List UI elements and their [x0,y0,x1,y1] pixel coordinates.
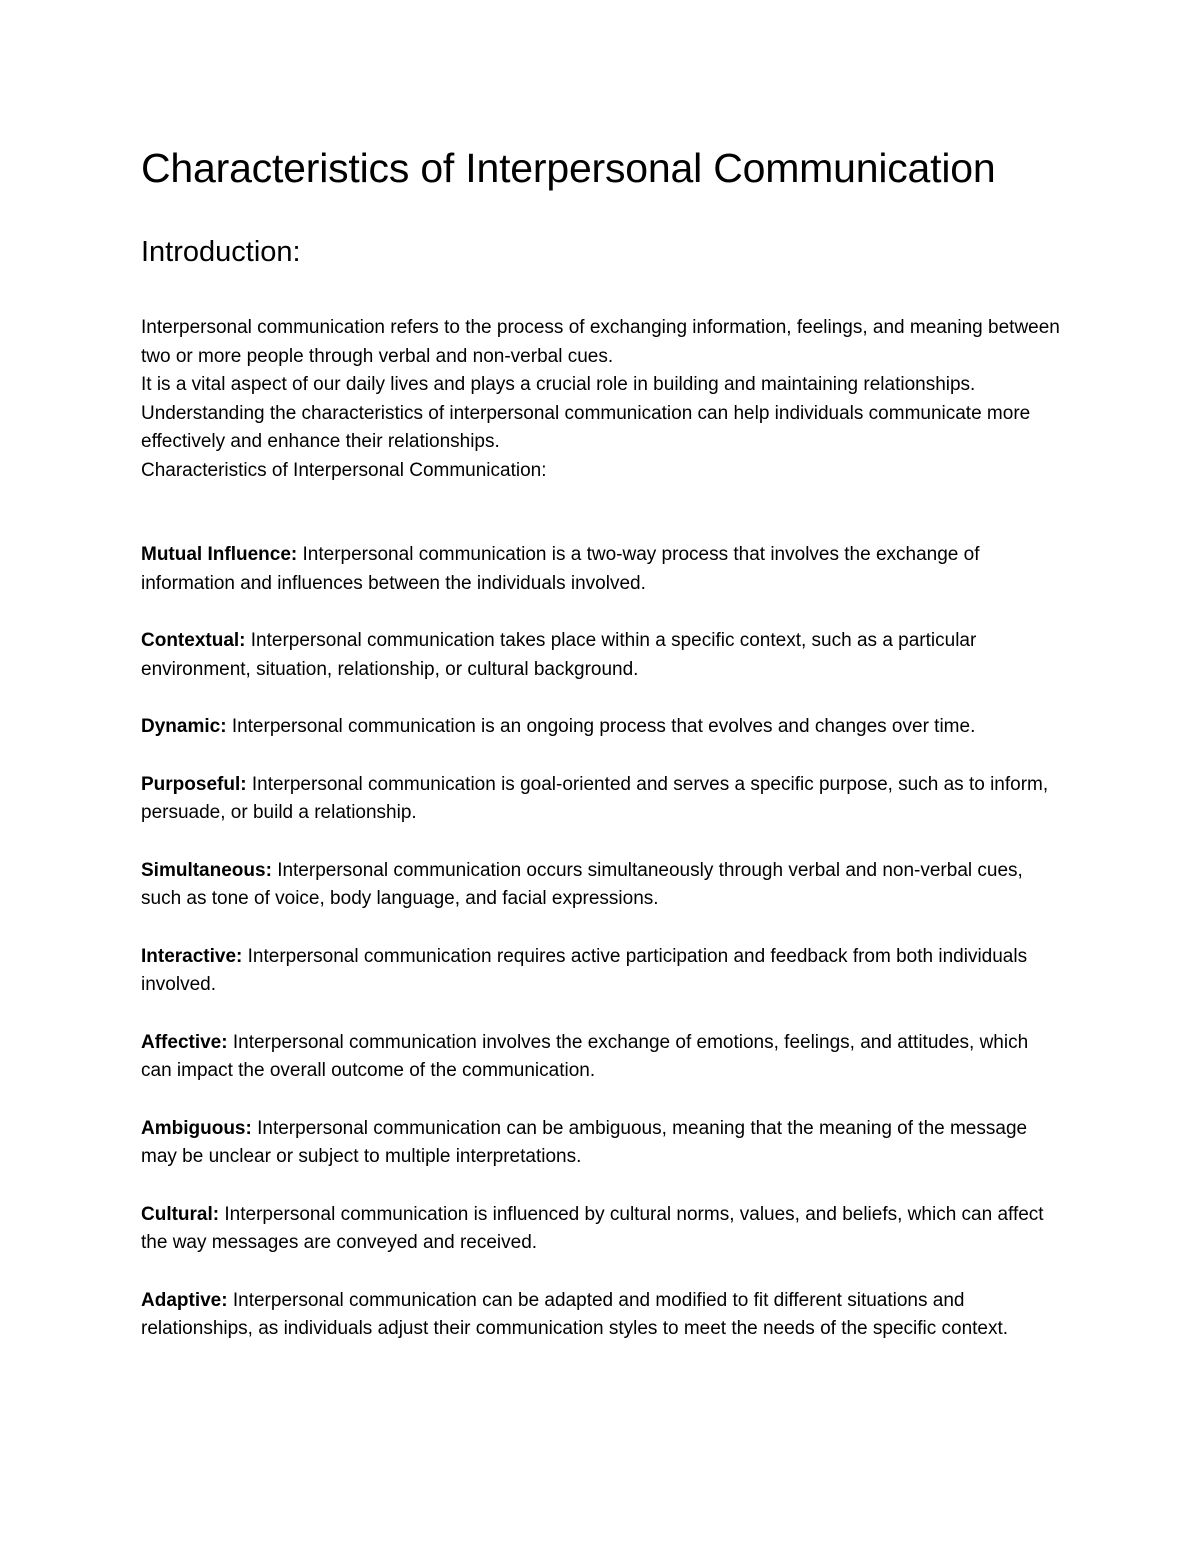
characteristic-description: Interpersonal communication takes place within a specific context, such as a particular environment, situation, relationship, or cultural background. [141,630,977,680]
intro-paragraph: Interpersonal communication refers to the process of exchanging information, feelings, and meaning between two or more people through verbal and non-verbal cues. [141,317,1060,367]
characteristic-affective [141,1029,1061,1086]
characteristic-term: Affective: [141,1031,228,1053]
characteristic-description: Interpersonal communication is an ongoing process that evolves and changes over time. [231,716,976,737]
intro-paragraph: Characteristics of Interpersonal Communication: [141,459,547,481]
characteristic-description: Interpersonal communication can be adapted and modified to fit different situations and relationships, as individuals adjust their communication styles to meet the needs of the specific context. [141,1289,1009,1339]
characteristic-description: Interpersonal communication is influenced by cultural norms, values, and beliefs, which can affect the way messages are conveyed and received. [141,1203,1044,1253]
characteristic-term: Contextual: [141,630,246,651]
document-title: Characteristics of Interpersonal Communication [141,145,996,191]
characteristic-description: Interpersonal communication is goal-oriented and serves a specific purpose, such as to inform, persuade, or build a relationship. [141,773,1049,823]
characteristic-cultural [141,1201,1061,1258]
characteristics-list [141,541,1061,1373]
characteristic-description: Interpersonal communication involves the exchange of emotions, feelings, and attitudes, which can impact the overall outcome of the communication. [141,1031,1029,1081]
characteristic-dynamic [141,713,1061,742]
intro-paragraph: It is a vital aspect of our daily lives and plays a crucial role in building and maintaining relationships. [141,374,976,395]
intro-paragraph: Understanding the characteristics of interpersonal communication can help individuals communicate more effectively and enhance their relationships. [141,402,1031,452]
characteristic-adaptive [141,1287,1061,1344]
characteristic-purposeful [141,771,1061,828]
characteristic-term: Dynamic: [141,716,227,737]
characteristic-description: Interpersonal communication can be ambiguous, meaning that the meaning of the message may be unclear or subject to multiple interpretations. [141,1117,1028,1167]
characteristic-term: Mutual Influence: [141,544,298,565]
characteristic-term: Cultural: [141,1203,220,1225]
characteristic-term: Interactive: [141,945,243,967]
characteristic-contextual [141,627,1061,684]
characteristic-term: Simultaneous: [141,859,272,881]
characteristic-interactive [141,943,1061,1000]
characteristic-description: Interpersonal communication occurs simultaneously through verbal and non-verbal cues, such as tone of voice, body language, and facial expressions. [141,859,1023,909]
characteristic-description: Interpersonal communication is a two-way process that involves the exchange of information and influences between the individuals involved. [141,544,980,594]
introduction-text [141,314,1061,485]
characteristic-description: Interpersonal communication requires active participation and feedback from both individuals involved. [141,945,1028,995]
characteristic-ambiguous [141,1115,1061,1172]
characteristic-mutual-influence [141,541,1061,598]
introduction-heading: Introduction: [141,236,301,268]
characteristic-term: Purposeful: [141,773,247,795]
characteristic-term: Ambiguous: [141,1117,252,1139]
characteristic-simultaneous [141,857,1061,914]
characteristic-term: Adaptive: [141,1289,228,1311]
